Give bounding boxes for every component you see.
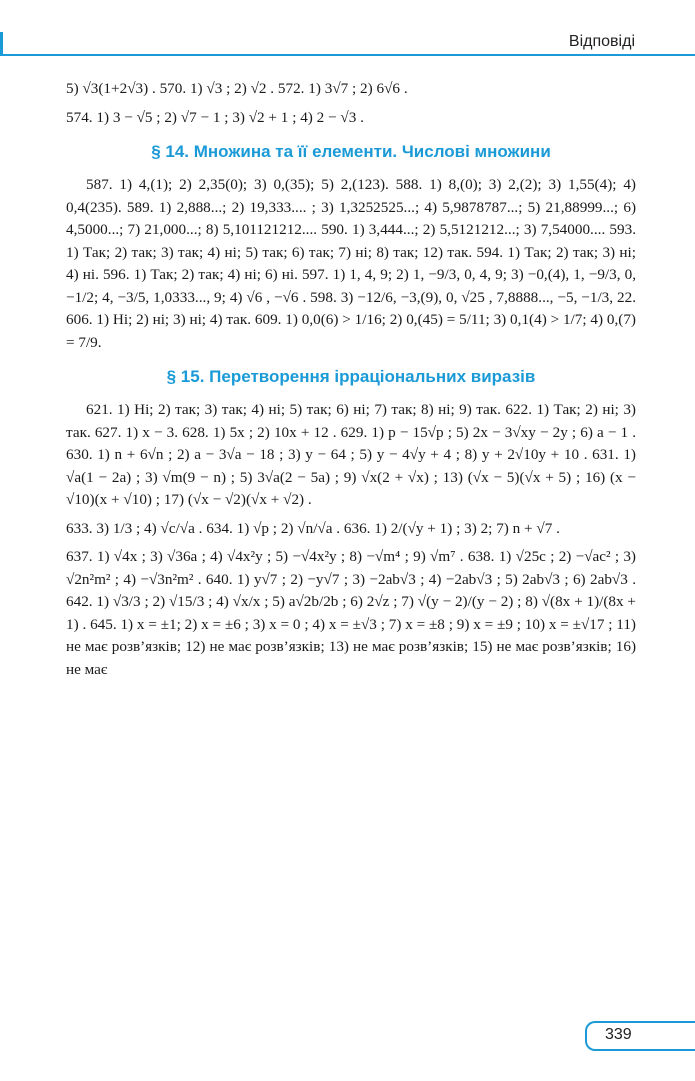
page-number: 339	[605, 1026, 632, 1043]
header-rule-line	[3, 54, 695, 56]
header-title: Відповіді	[568, 33, 635, 50]
section-15-title: § 15. Перетворення ірраціональних виразів	[166, 367, 536, 387]
answer-paragraph: 5) √3(1+2√3) . 570. 1) √3 ; 2) √2 . 572. 1) 3√7 ; 2) 6√6 .	[66, 80, 408, 97]
answer-paragraph: 633. 3) 1/3 ; 4) √c/√a . 634. 1) √p ; 2) √n/√a . 636. 1) 2/(√y + 1) ; 3) 2; 7) n + √7 .	[66, 519, 560, 537]
page-header	[0, 32, 695, 56]
section-14-title: § 14. Множина та її елементи. Числові множини	[151, 142, 551, 161]
header-accent-bar	[0, 32, 3, 56]
page-number-tab	[585, 1021, 695, 1051]
answers-content	[66, 78, 636, 687]
answer-paragraph: 587. 1) 4,(1); 2) 2,35(0); 3) 0,(35); 5) 2,(123). 588. 1) 8,(0); 3) 2,(2); 3) 1,55(4); 4) 0,4(235). 589. 1) 2,888...; 2) 19,333.... ; 3) 1,3252525...; 4) 5,9878787...; 5) 21,88999...; 6) 4,5000...; 7) 21,000...; 8) 5,101121212.... 590. 1) 3,444...; 2) 5,5121212...; 3) 7,54000.... 593. 1) Так; 2) так; 3) так; 4) ні; 5) так; 6) так; 7) ні; 8) так; 12) так. 594. 1) Так; 2) так; 3) ні; 4) ні. 596. 1) Так; 2) так; 4) ні; 6) ні. 597. 1) 1, 4, 9; 2) 1, −9/3, 0, 4, 9; 3) −0,(4), 1, −9/3, 0, −1/2; 4, −3/5, 1,0333..., 9; 4) √6 , −√6 . 598. 3) −12/6, −3,(9), 0, √25 , 7,8888..., −5, −1/3, 22. 606. 1) Ні; 2) ні; 3) ні; 4) так. 609. 1) 0,0(6) > 1/16; 2) 0,(45) = 5/11; 3) 0,1(4) > 1/7; 4) 0,(7) = 7/9.	[66, 176, 636, 351]
answer-paragraph: 621. 1) Ні; 2) так; 3) так; 4) ні; 5) так; 6) ні; 7) так; 8) ні; 9) так. 622. 1) Так; 2) ні; 3) так. 627. 1) x − 3. 628. 1) 5x ; 2) 10x + 12 . 629. 1) p − 15√p ; 5) 2x − 3√xy − 2y ; 6) a − 1 . 630. 1) n + 6√n ; 2) a − 3√a − 18 ; 3) y − 64 ; 5) y − 4√y + 4 ; 8) y + 2√10y + 10 . 631. 1) √a(1 − 2a) ; 3) √m(9 − n) ; 5) 3√a(2 − 5a) ; 9) √x(2 + √x) ; 13) (√x − 5)(√x + 5) ; 16) (x − √10)(x + √10) ; 17) (√x − √2)(√x + √2) .	[66, 401, 636, 509]
answer-paragraph: 637. 1) √4x ; 3) √36a ; 4) √4x²y ; 5) −√4x²y ; 8) −√m⁴ ; 9) √m⁷ . 638. 1) √25c ; 2) −√ac² ; 3) √2n²m² ; 4) −√3n²m² . 640. 1) y√7 ; 2) −y√7 ; 3) −2ab√3 ; 4) −2ab√3 ; 5) 2ab√3 ; 6) 2ab√3 . 642. 1) √3/3 ; 2) √15/3 ; 4) √x/x ; 5) a√2b/2b ; 6) 2√z ; 7) √(y − 2)/(y − 2) ; 8) √(8x + 1)/(8x + 1) . 645. 1) x = ±1; 2) x = ±6 ; 3) x = 0 ; 4) x = ±√3 ; 7) x = ±8 ; 9) x = ±9 ; 10) x = ±√17 ; 11) не має розв’язків; 12) не має розв’язків; 13) не має розв’язків; 15) не має розв’язків; 16) не має	[66, 548, 636, 678]
answer-paragraph: 574. 1) 3 − √5 ; 2) √7 − 1 ; 3) √2 + 1 ; 4) 2 − √3 .	[66, 108, 364, 126]
